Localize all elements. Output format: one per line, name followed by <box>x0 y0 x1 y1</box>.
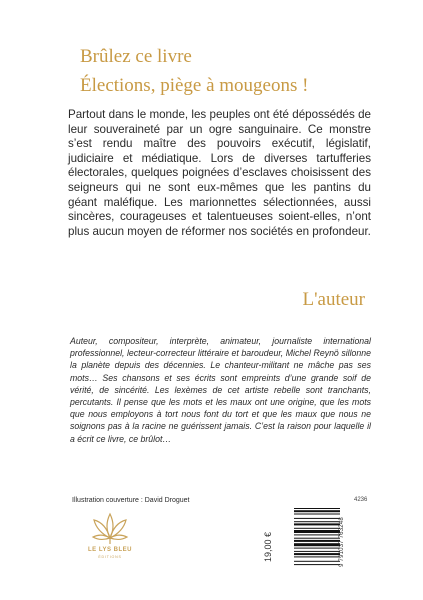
isbn-number-container <box>292 506 382 578</box>
reference-code: 4236 <box>354 497 368 503</box>
title-line-2: Élections, piège à mougeons ! <box>80 75 309 96</box>
lily-flower-icon <box>84 510 136 546</box>
publisher-subtitle: ÉDITIONS <box>98 555 122 559</box>
publisher-name: LE LYS BLEU <box>88 547 132 553</box>
illustration-credit: Illustration couverture : David Droguet <box>72 497 190 504</box>
isbn-number: 9 791037 763248 <box>338 517 345 567</box>
title-line-1: Brûlez ce livre <box>80 46 192 67</box>
synopsis-paragraph: Partout dans le monde, les peuples ont été dépossédés de leur souveraineté par un ogre sanguinaire. Ce monstre s’est rendu maître des pouvoirs exécutif, législatif, judiciaire et médiatique. Lors de diverses tartufferies électorales, quelques poignées d’esclaves choisissent des seigneurs qui ne sont eux-mêmes que les pantins du géant maléfique. Les marionnettes sélectionnées, aussi sincères, courageuses et talentueuses soient-elles, n’ont plus aucun moyen de réformer nos sociétés en profondeur. <box>68 108 371 238</box>
price-label-container <box>246 514 290 580</box>
publisher-logo <box>84 510 136 568</box>
isbn-barcode <box>292 506 382 578</box>
author-bio: Auteur, compositeur, interprète, animateur, journaliste international professionnel, lecteur-correcteur littéraire et baroudeur, Michel Reynö sillonne la planète depuis des décennies. Le chanteur-militant ne mâche pas ses mots… Ses chansons et ses écrits sont empreints d’une grande soif de vérité, de sincérité. Les lexèmes de cet artiste rebelle sont tranchants, percutants. Il pense que les mots et les maux ont une origine, que les mots que nous employons à tort nous font du tort et que les maux que nous ne soignons pas à la racine ne guérissent jamais. C’est la raison pour laquelle il a écrit ce livre, ce brûlot… <box>70 336 371 444</box>
price-label: 19,00 € <box>263 531 273 563</box>
author-heading: L'auteur <box>302 289 365 310</box>
